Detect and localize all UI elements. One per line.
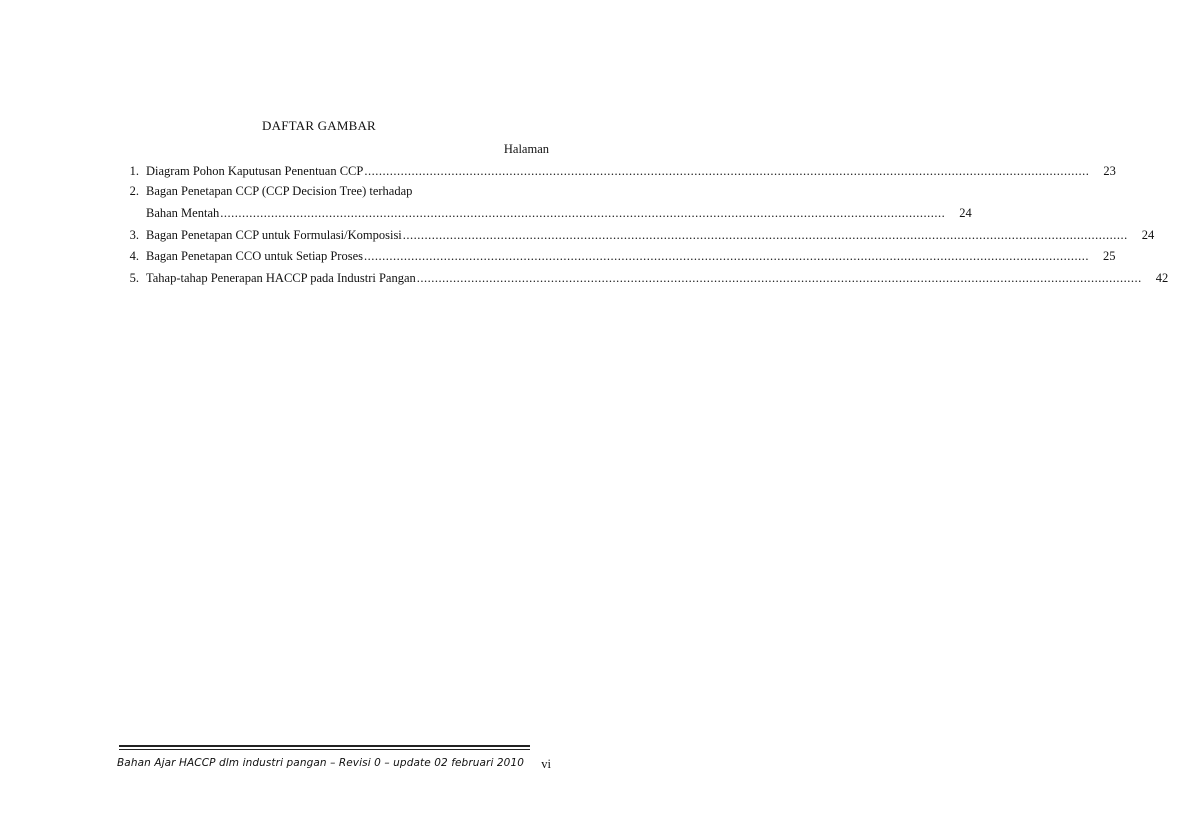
- entry-page: 25: [1103, 249, 1116, 263]
- entry-number: 5.: [129, 271, 139, 285]
- document-title: DAFTAR GAMBAR: [262, 118, 376, 133]
- entry-page: 23: [1103, 164, 1116, 178]
- entry-page: 24: [1141, 228, 1155, 242]
- entry-text: Bagan Penetapan CCP (CCP Decision Tree) terhadap: [146, 184, 413, 198]
- entry-text: Diagram Pohon Kaputusan Penentuan CCP: [146, 164, 364, 178]
- dot-leader: ........................................................................................................................................................................................................: [416, 271, 1142, 285]
- footer-divider-thin: [119, 749, 530, 750]
- entry-text: Tahap-tahap Penerapan HACCP pada Industri Pangan: [146, 271, 416, 285]
- dot-leader: ........................................................................................................................................................................................................: [364, 164, 1090, 178]
- page-column-header: Halaman: [503, 142, 549, 156]
- entry-number: 2.: [129, 184, 139, 198]
- entry-number: 3.: [129, 228, 139, 242]
- entry-number: 4.: [129, 249, 139, 263]
- entry-text: Bagan Penetapan CCP untuk Formulasi/Komposisi: [146, 228, 402, 242]
- dot-leader: ........................................................................................................................................................................................................: [220, 206, 946, 220]
- page-number: vi: [541, 757, 551, 771]
- dot-leader: ........................................................................................................................................................................................................: [402, 228, 1128, 242]
- entry-text: Bagan Penetapan CCO untuk Setiap Proses: [146, 249, 363, 263]
- entry-page: 24: [959, 206, 972, 220]
- entry-page: 42: [1155, 271, 1169, 285]
- footer-text: Bahan Ajar HACCP dlm industri pangan – Revisi 0 – update 02 februari 2010: [117, 757, 525, 769]
- entry-text-continuation: Bahan Mentah: [146, 206, 220, 220]
- footer-divider: [119, 745, 530, 747]
- dot-leader: ........................................................................................................................................................................................................: [364, 249, 1089, 263]
- entry-number: 1.: [129, 164, 139, 178]
